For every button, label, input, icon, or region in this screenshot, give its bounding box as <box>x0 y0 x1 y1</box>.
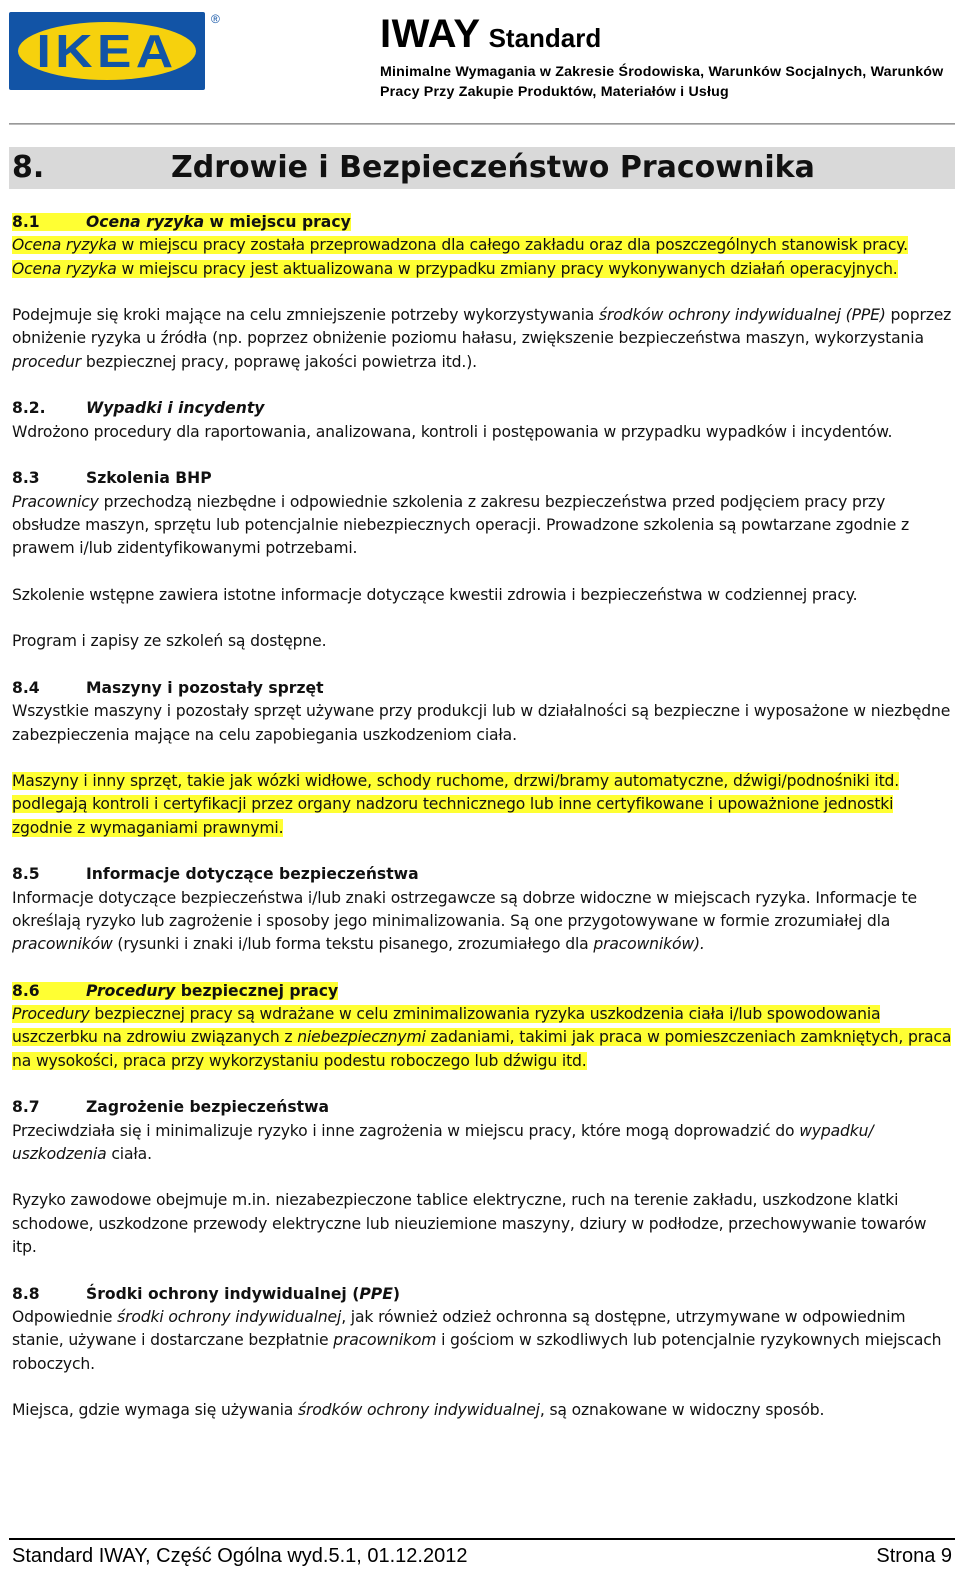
section-title: Zdrowie i Bezpieczeństwo Pracownika <box>171 150 815 185</box>
registered-mark: ® <box>211 12 220 26</box>
highlighted-text: Maszyny i inny sprzęt, takie jak wózki widłowe, schody ruchome, drzwi/bramy automatyczne, dźwigi/podnośniki itd. podlegają kontroli i certyfikacji przez organy nadzoru technicznego lub inne certyfikowane i upoważnione jednostki zgodnie z wymaganiami prawnymi. <box>12 772 900 837</box>
subsection-title: bezpiecznej pracy <box>175 981 339 1000</box>
emphasis: pracowników <box>12 935 113 954</box>
paragraph-8-3-c: Program i zapisy ze szkoleń są dostępne. <box>12 632 327 651</box>
title-standard: Standard <box>488 23 602 53</box>
footer-divider <box>9 1538 955 1540</box>
emphasis: Ocena ryzyka <box>12 259 117 278</box>
subsection-heading-8-4 <box>12 677 954 700</box>
emphasis: Pracownicy <box>12 492 99 511</box>
document-subtitle: Minimalne Wymagania w Zakresie Środowiska, Warunków Socjalnych, Warunków Pracy Przy Zakupie Produktów, Materiałów i Usług <box>380 64 944 100</box>
emphasis: wypadku/ uszkodzenia <box>12 1121 874 1163</box>
document-title <box>380 12 601 57</box>
subsection-title: ) <box>392 1284 400 1303</box>
subsection-number: 8.6 <box>12 981 40 1000</box>
paragraph-8-8-a <box>12 1306 954 1376</box>
paragraph-8-7-b: Ryzyko zawodowe obejmuje m.in. niezabezpieczone tablice elektryczne, ruch na terenie zakładu, uszkodzone klatki schodowe, uszkodzone przewody elektryczne lub nieuziemione maszyny, dziury w podłodze, przechowywanie towarów itp. <box>12 1191 927 1257</box>
text-run: i gościom w szkodliwych lub potencjalnie ryzykownych miejscach roboczych. <box>12 1331 942 1373</box>
emphasis: pracownikom <box>333 1331 437 1350</box>
emphasis: pracowników). <box>593 935 705 954</box>
text-run: Przeciwdziała się i minimalizuje ryzyko i inne zagrożenia w miejscu pracy, które mogą doprowadzić do <box>12 1121 800 1140</box>
text-run: przechodzą niezbędne i odpowiednie szkolenia z zakresu bezpieczeństwa przed podjęciem pracy przy obsłudze maszyn, sprzętu lub potencjalnie niebezpiecznych operacji. Prowadzone szkolenia są powtarzane zgodnie z prawem i/lub zidentyfikowanymi potrzebami. <box>12 492 910 558</box>
subsection-title-italic: PPE <box>359 1284 393 1303</box>
page-number: Strona 9 <box>876 1545 952 1567</box>
subsection-title: Informacje dotyczące bezpieczeństwa <box>86 865 419 884</box>
subsection-title: w miejscu pracy <box>204 213 351 231</box>
subsection-heading-8-8 <box>12 1283 954 1306</box>
emphasis: niebezpiecznymi <box>297 1028 426 1047</box>
subsection-number: 8.1 <box>12 213 40 231</box>
header-divider <box>9 123 955 125</box>
subsection-title-italic: Ocena ryzyka <box>86 213 205 231</box>
paragraph-8-3-a <box>12 491 954 561</box>
section-heading <box>9 147 955 189</box>
paragraph-8-6 <box>12 1003 954 1073</box>
paragraph-8-1-b <box>12 304 954 374</box>
text-run: , są oznakowane w widoczny sposób. <box>539 1401 825 1420</box>
paragraph-8-4-b <box>12 770 954 840</box>
subsection-title: Zagrożenie bezpieczeństwa <box>86 1098 330 1117</box>
text-run: Odpowiednie <box>12 1307 118 1326</box>
document-body <box>12 211 954 1446</box>
subsection-title-italic: Procedury <box>86 981 176 1000</box>
emphasis: środków ochrony indywidualnej (PPE) <box>599 306 886 325</box>
ikea-logo <box>9 12 220 90</box>
subsection-heading-8-6 <box>12 980 954 1003</box>
paragraph-8-3-b: Szkolenie wstępne zawiera istotne informacje dotyczące kwestii zdrowia i bezpieczeństwa w codziennej pracy. <box>12 585 858 604</box>
text-run: (rysunki i znaki i/lub forma tekstu pisanego, zrozumiałego dla <box>112 935 594 954</box>
section-number: 8. <box>12 150 45 185</box>
logo-text: IKEA <box>36 25 178 77</box>
subsection-title: Środki ochrony indywidualnej ( <box>86 1284 360 1303</box>
footer-document-info: Standard IWAY, Część Ogólna wyd.5.1, 01.12.2012 <box>12 1545 468 1567</box>
paragraph-8-7-a <box>12 1120 954 1167</box>
text-run: , jak również odzież ochronna są dostępne, utrzymywane w odpowiednim stanie, używane i dostarczane bezpłatnie <box>12 1307 906 1350</box>
text-run: Miejsca, gdzie wymaga się używania <box>12 1401 298 1420</box>
paragraph-8-1-a <box>12 234 954 281</box>
subsection-title: Maszyny i pozostały sprzęt <box>86 678 324 697</box>
emphasis: Ocena ryzyka <box>12 236 117 255</box>
emphasis: środków ochrony indywidualnej <box>297 1401 540 1420</box>
emphasis: Procedury <box>12 1005 90 1024</box>
subsection-heading-8-3 <box>12 467 954 490</box>
title-iway: IWAY <box>380 12 481 56</box>
subsection-title: Szkolenia BHP <box>86 469 212 488</box>
text-run: poprzez obniżenie ryzyka u źródła (np. poprzez obniżenie poziomu hałasu, zwiększenie bezpieczeństwa maszyn, wykorzystania <box>12 306 952 348</box>
text-run: ciała. <box>106 1144 152 1163</box>
text-run: Informacje dotyczące bezpieczeństwa i/lub znaki ostrzegawcze są dobrze widoczne w miejscach ryzyka. Informacje te określają ryzyko lub zagrożenie i sposoby jego minimalizowania. Są one przygotowywane w formie zrozumiałej dla <box>12 888 917 930</box>
subsection-heading-8-7 <box>12 1096 954 1119</box>
subsection-number: 8.7 <box>12 1098 40 1117</box>
paragraph-8-4-a: Wszystkie maszyny i pozostały sprzęt używane przy produkcji lub w działalności są bezpieczne i wyposażone w niezbędne zabezpieczenia mające na celu zapobiegania uszkodzeniom ciała. <box>12 702 951 744</box>
text-run: w miejscu pracy została przeprowadzona dla całego zakładu oraz dla poszczególnych stanowisk pracy. <box>116 236 908 255</box>
paragraph-8-2: Wdrożono procedury dla raportowania, analizowana, kontroli i postępowania w przypadku wypadków i incydentów. <box>12 422 893 441</box>
text-run: bezpiecznej pracy, poprawę jakości powietrza itd.). <box>81 352 477 371</box>
subsection-number: 8.5 <box>12 865 40 884</box>
page-header <box>0 0 960 125</box>
subsection-heading-8-2 <box>12 397 954 420</box>
subsection-number: 8.2. <box>12 399 46 418</box>
text-run: zadaniami, takimi jak praca w pomieszczeniach zamkniętych, praca na wysokości, praca przy wykorzystaniu podestu roboczego lub dźwigu itd. <box>12 1028 952 1070</box>
page-footer <box>12 1543 952 1569</box>
emphasis: procedur <box>12 352 82 371</box>
paragraph-8-8-b <box>12 1399 954 1422</box>
subsection-heading-8-1 <box>12 211 954 234</box>
subsection-number: 8.3 <box>12 469 40 488</box>
text-run: bezpiecznej pracy są wdrażane w celu zminimalizowania ryzyka uszkodzenia ciała i/lub spowodowania uszczerbku na zdrowiu związanych z <box>12 1005 881 1047</box>
emphasis: środki ochrony indywidualnej <box>117 1307 342 1326</box>
text-run: Podejmuje się kroki mające na celu zmniejszenie potrzeby wykorzystywania <box>12 306 600 325</box>
subsection-number: 8.4 <box>12 678 40 697</box>
subsection-heading-8-5 <box>12 863 954 886</box>
paragraph-8-5 <box>12 887 954 957</box>
subsection-number: 8.8 <box>12 1284 40 1303</box>
text-run: w miejscu pracy jest aktualizowana w przypadku zmiany pracy wykonywanych działań operacyjnych. <box>116 259 898 278</box>
subsection-title: Wypadki i incydenty <box>86 399 265 418</box>
